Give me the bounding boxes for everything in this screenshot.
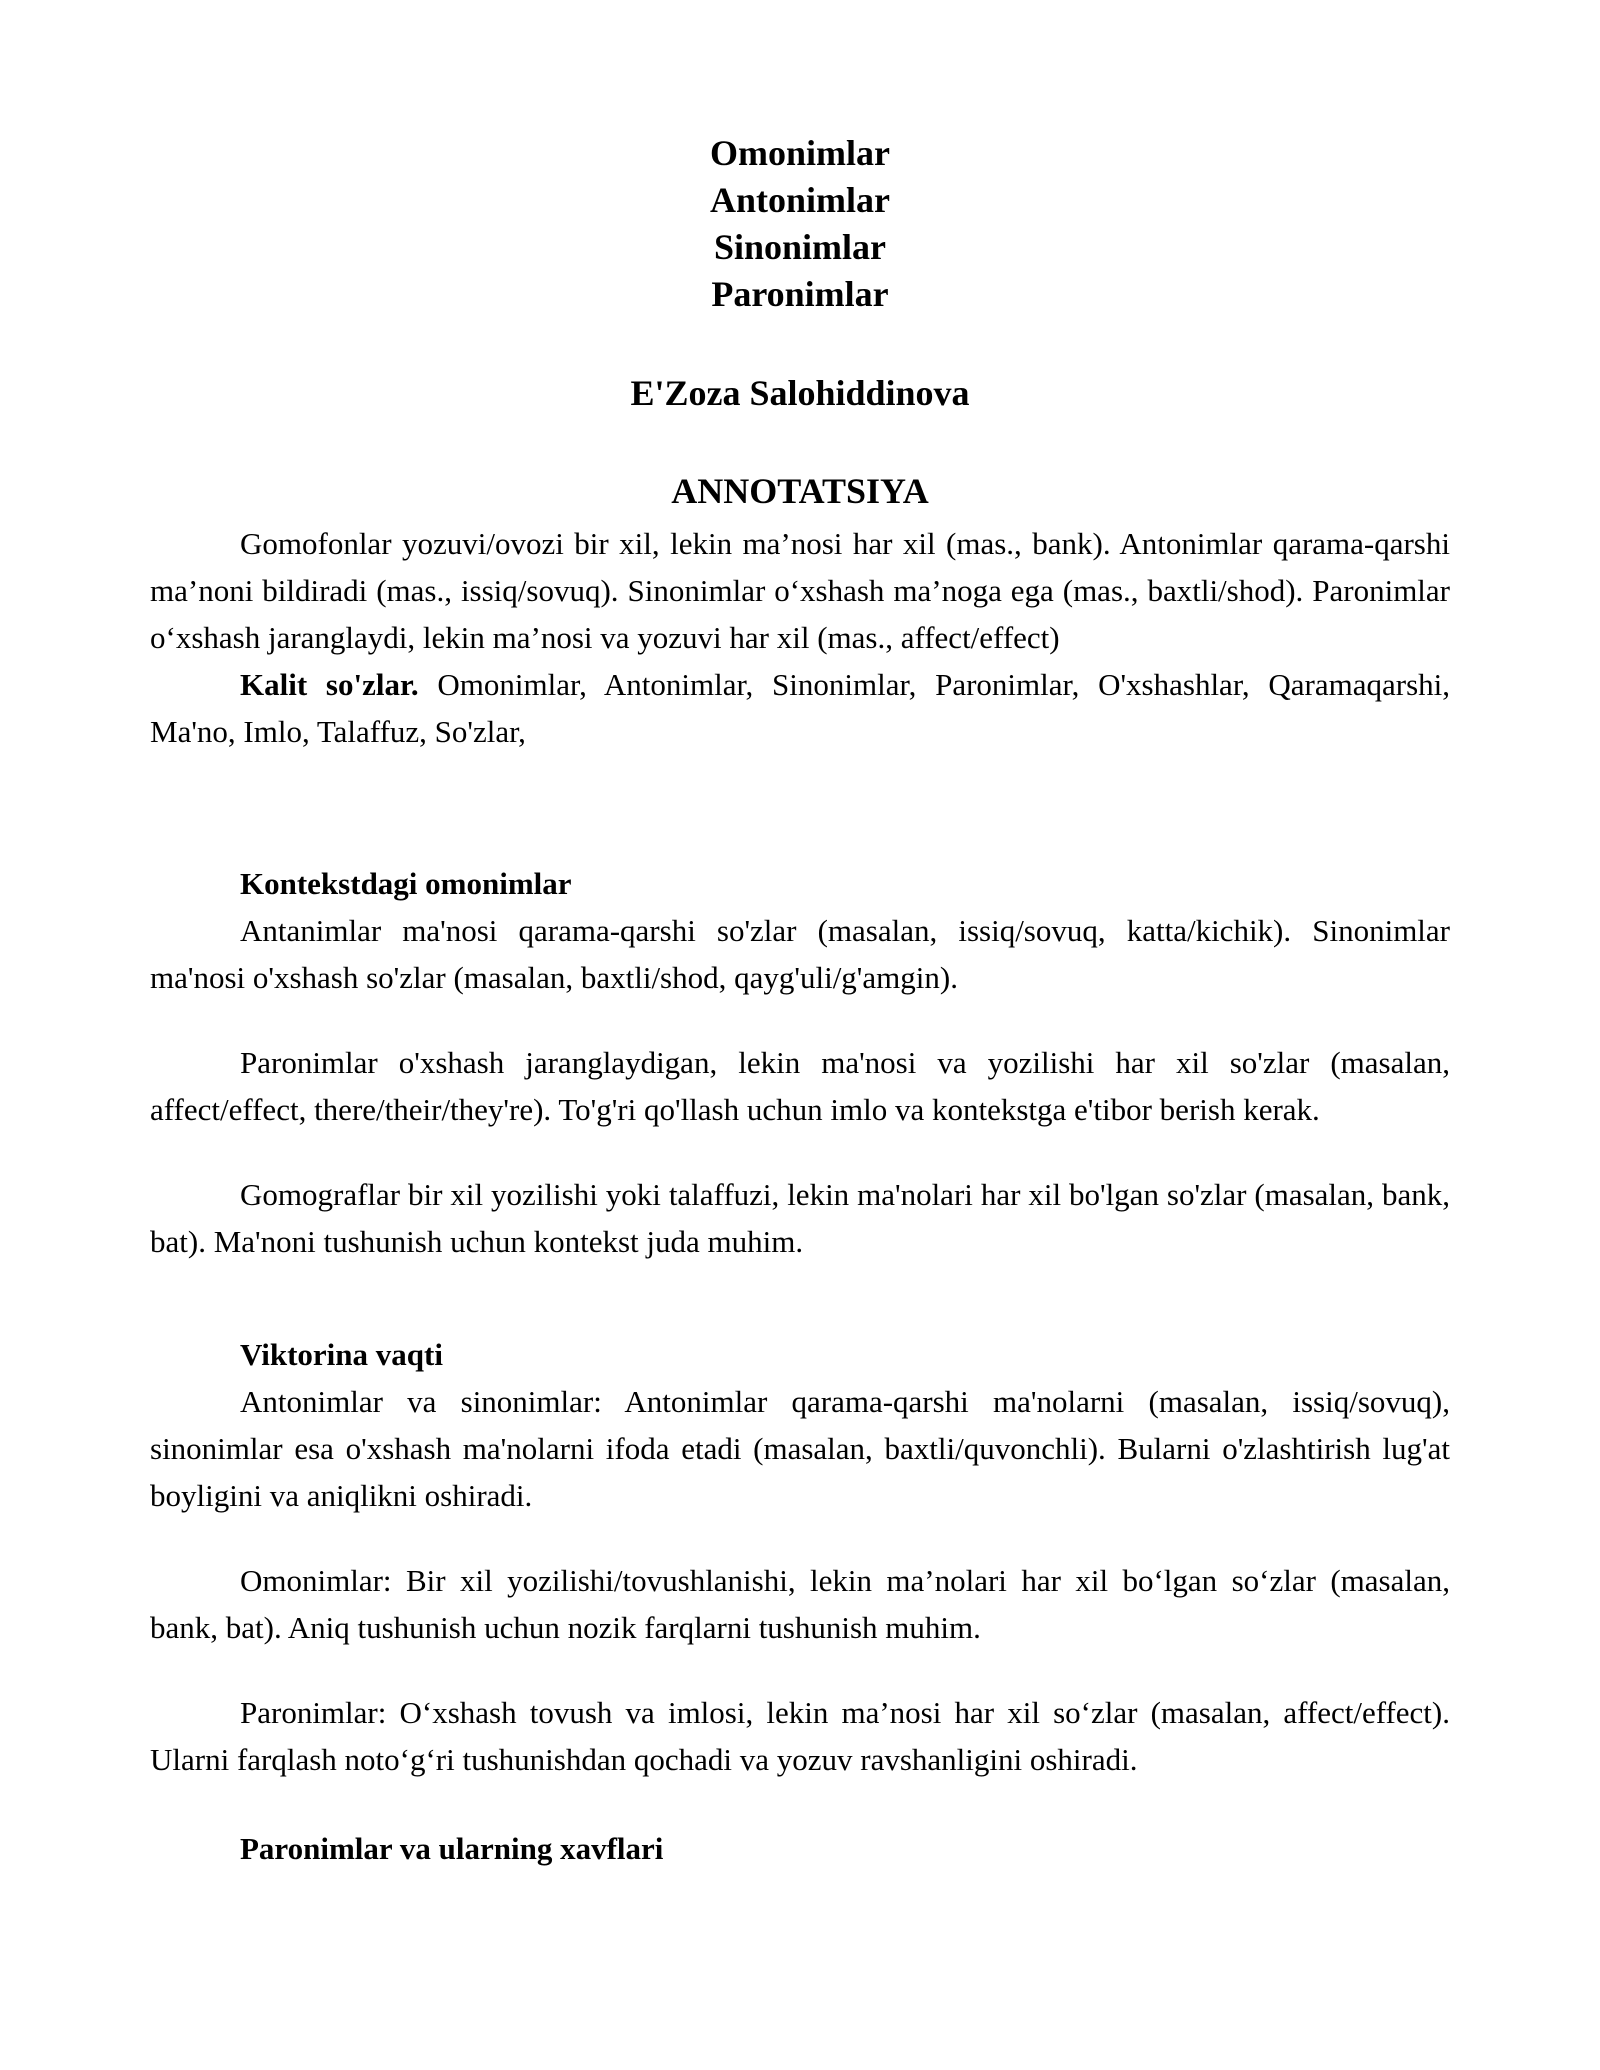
section-heading-viktorina-vaqti: Viktorina vaqti (240, 1337, 443, 1372)
paragraph: Paronimlar o'xshash jaranglaydigan, lekin ma'nosi va yozilishi har xil so'zlar (masalan, affect/effect, there/their/they're). To'g'ri qo'llash uchun imlo va kontekstga e'tibor berish kerak. (150, 1045, 1450, 1127)
paragraph: Antanimlar ma'nosi qarama-qarshi so'zlar (masalan, issiq/sovuq, katta/kichik). Sinonimlar ma'nosi o'xshash so'zlar (masalan, baxtli/shod, qayg'uli/g'amgin). (150, 913, 1450, 995)
keywords-text: Omonimlar, Antonimlar, Sinonimlar, Paronimlar, O'xshashlar, Qaramaqarshi, Ma'no, Imlo, Talaffuz, So'zlar, (150, 667, 1451, 749)
paragraph: Omonimlar: Bir xil yozilishi/tovushlanishi, lekin ma’nolari har xil bo‘lgan so‘zlar (masalan, bank, bat). Aniq tushunish uchun nozik farqlarni tushunish muhim. (150, 1563, 1450, 1645)
keywords-label: Kalit so'zlar. (240, 667, 419, 702)
paragraph: Gomograflar bir xil yozilishi yoki talaffuzi, lekin ma'nolari har xil bo'lgan so'zlar (masalan, bank, bat). Ma'noni tushunish uchun kontekst juda muhim. (150, 1177, 1450, 1259)
annotation-paragraph: Gomofonlar yozuvi/ovozi bir xil, lekin ma’nosi har xil (mas., bank). Antonimlar qarama-qarshi ma’noni bildiradi (mas., issiq/sovuq). Sinonimlar o‘xshash ma’noga ega (mas., baxtli/shod). Paronimlar o‘xshash jaranglaydi, lekin ma’nosi va yozuvi har xil (mas., affect/effect) (150, 526, 1450, 655)
title-line: Omonimlar (710, 133, 890, 173)
title-line: Paronimlar (711, 274, 889, 314)
author-name: E'Zoza Salohiddinova (630, 373, 970, 413)
section-heading-paronimlar-xavflari: Paronimlar va ularning xavflari (240, 1831, 664, 1866)
section-heading-kontekstdagi-omonimlar: Kontekstdagi omonimlar (240, 866, 572, 901)
annotation-heading: ANNOTATSIYA (671, 471, 929, 511)
document-title-block (150, 0, 1450, 318)
title-line: Sinonimlar (713, 227, 887, 267)
title-line: Antonimlar (710, 180, 890, 220)
paragraph: Paronimlar: O‘xshash tovush va imlosi, lekin ma’nosi har xil so‘zlar (masalan, affect/effect). Ularni farqlash noto‘g‘ri tushunishdan qochadi va yozuv ravshanligini oshiradi. (150, 1695, 1450, 1777)
keywords-paragraph (150, 661, 1450, 755)
paragraph: Antonimlar va sinonimlar: Antonimlar qarama-qarshi ma'nolarni (masalan, issiq/sovuq), sinonimlar esa o'xshash ma'nolarni ifoda etadi (masalan, baxtli/quvonchli). Bularni o'zlashtirish lug'at boyligini va aniqlikni oshiradi. (150, 1384, 1450, 1513)
